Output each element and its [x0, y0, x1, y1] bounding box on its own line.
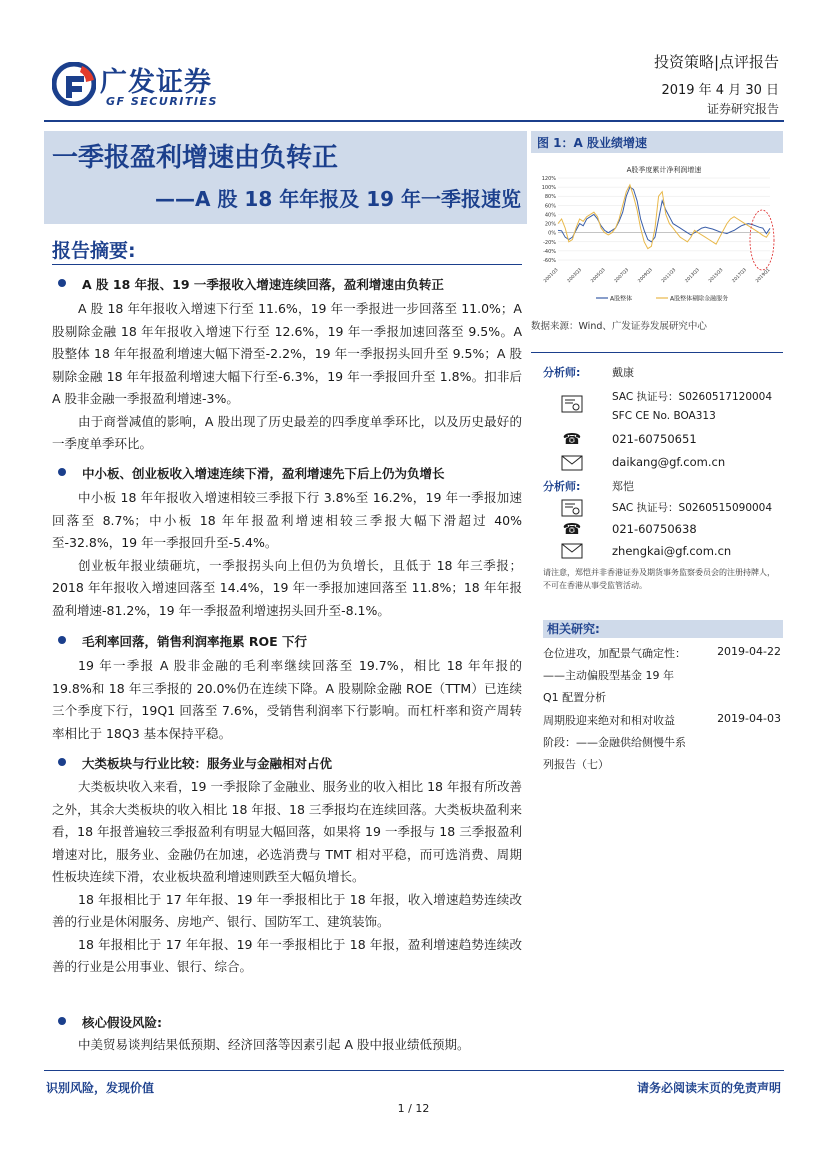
- paragraph: 18 年报相比于 17 年年报、19 年一季报相比于 18 年报，收入增速趋势连续改善的行业是休闲服务、房地产、银行、国防军工、建筑装饰。: [52, 891, 522, 929]
- summary-heading: 报告摘要:: [52, 240, 136, 262]
- legend-label-b: A股整体剔除金融服务: [670, 295, 729, 303]
- chart-title: A股季度累计净利润增速: [626, 166, 702, 174]
- analyst-phone: 021-60750638: [612, 522, 697, 536]
- y-tick-label: 40%: [544, 212, 556, 219]
- section-body: [52, 298, 522, 456]
- section-body: [52, 776, 522, 979]
- analyst-phone: 021-60750651: [612, 432, 697, 446]
- figure-source: 数据来源：Wind、广发证券发展研究中心: [531, 321, 707, 332]
- section-heading: 大类板块与行业比较：服务业与金融相对占优: [82, 756, 333, 771]
- y-tick-label: 0%: [548, 230, 556, 237]
- analyst-sac: SAC 执证号：S0260517120004: [612, 391, 773, 403]
- footer-slogan: 识别风险，发现价值: [46, 1081, 155, 1095]
- phone-icon: ☎: [562, 430, 582, 448]
- logo-cn-text: 广发证券: [100, 67, 212, 98]
- section-body: [52, 655, 522, 745]
- y-tick-label: -60%: [543, 258, 556, 264]
- report-kind: 证券研究报告: [706, 102, 779, 116]
- x-tick-label: 2005Q3: [590, 267, 607, 285]
- y-tick-label: 80%: [544, 194, 556, 201]
- analyst-name: 郑恺: [612, 480, 634, 493]
- page-number: 1 / 12: [397, 1102, 430, 1115]
- section-heading: A 股 18 年报、19 一季报收入增速连续回落，盈利增速由负转正: [82, 277, 444, 292]
- x-tick-label: 2017Q3: [731, 267, 748, 285]
- paragraph: 大类板块收入来看，19 一季报除了金融业、服务业的收入相比 18 年报有所改善之外，其余大类板块的收入相比 18 年报、18 三季报均在连续回落。大类板块盈利来看，18 年报普遍较三季报盈利有明显大幅回落，如果将 19 一季报与 18 三季报盈利增速对比，服务业、金融仍在加速，必选消费与 TMT 相对平稳，而可选消费、周期性板块连续下滑，农业板块盈利增速则跌至大幅负增长。: [52, 779, 522, 884]
- bullet-icon: [58, 1014, 68, 1024]
- x-tick-label: 2003Q3: [566, 267, 583, 285]
- y-tick-label: 20%: [544, 221, 556, 228]
- paragraph: 19 年一季报 A 股非金融的毛利率继续回落至 19.7%，相比 18 年年报的 19.8%和 18 年三季报的 20.0%仍在连续下降。A 股剔除金融 ROE（TTM）已连续三个季度下行，19Q1 回落至 7.6%，受销售利润率下行影响。而杠杆率和资产周转率相比于 18Q3 基本保持平稳。: [52, 658, 522, 741]
- related-item-title[interactable]: 仓位进攻，加配景气确定性：: [543, 647, 686, 660]
- y-tick-label: -40%: [543, 248, 556, 255]
- y-tick-label: 60%: [544, 203, 556, 210]
- bullet-icon: [58, 465, 68, 475]
- paragraph: 由于商誉减值的影响，A 股出现了历史最差的四季度单季环比，以及历史最好的一季度单季环比。: [52, 413, 522, 451]
- related-item-title[interactable]: 阶段：——金融供给侧慢牛系: [543, 736, 686, 749]
- highlight-circle: [750, 210, 774, 270]
- section-heading: 核心假设风险:: [82, 1015, 162, 1030]
- analyst-label: 分析师:: [543, 480, 581, 493]
- bullet-icon: [58, 276, 68, 286]
- x-tick-label: 2015Q3: [708, 267, 725, 285]
- analyst-name: 戴康: [612, 366, 634, 379]
- related-item-date: 2019-04-22: [717, 645, 781, 658]
- certificate-icon: [561, 499, 583, 517]
- figure-title: 图 1：A 股业绩增速: [537, 136, 647, 150]
- analyst-divider: [531, 352, 783, 353]
- section-heading: 中小板、创业板收入增速连续下滑，盈利增速先下后上仍为负增长: [82, 466, 445, 481]
- paragraph: 创业板年报业绩砸坑，一季报拐头向上但仍为负增长，且低于 18 年三季报；2018 年年报收入增速回落至 14.4%，19 年一季报加速回落至 11.8%；18 年年报盈利增速-81.2%，19 年一季报盈利增速拐头回升至-8.1%。: [52, 557, 522, 618]
- x-tick-label: 2019Q1: [755, 267, 772, 285]
- certificate-icon: [561, 395, 583, 413]
- report-date: 2019 年 4 月 30 日: [661, 83, 779, 98]
- paragraph: 中美贸易谈判结果低预期、经济回落等因素引起 A 股中报业绩低预期。: [78, 1037, 470, 1052]
- analyst-sac: SAC 执证号：S0260515090004: [612, 502, 773, 514]
- bullet-icon: [58, 755, 68, 765]
- related-heading: 相关研究:: [547, 622, 600, 636]
- mail-icon: [561, 542, 583, 560]
- bullet-icon: [58, 633, 68, 643]
- gf-logo-icon: [52, 62, 96, 106]
- footer-divider: [44, 1070, 784, 1071]
- x-tick-label: 2013Q3: [684, 267, 701, 285]
- paragraph: 中小板 18 年年报收入增速相较三季报下行 3.8%至 16.2%，19 年一季报加速回落至 8.7%；中小板 18 年年报盈利增速相较三季报大幅下滑超过 40%至-32.8%，19 年一季报回升至-5.4%。: [52, 490, 522, 550]
- page-subtitle: ——A 股 18 年年报及 19 年一季报速览: [155, 187, 521, 211]
- x-tick-label: 2001Q3: [543, 267, 560, 285]
- analyst-email[interactable]: zhengkai@gf.com.cn: [612, 544, 732, 558]
- analyst-sfc: SFC CE No. BOA313: [612, 410, 716, 422]
- footer-disclaimer-link[interactable]: 请务必阅读末页的免责声明: [636, 1081, 781, 1095]
- y-tick-label: 120%: [541, 176, 556, 182]
- related-item-title[interactable]: Q1 配置分析: [543, 691, 607, 704]
- legend-label-a: A股整体: [610, 295, 633, 303]
- section-body: [52, 1034, 522, 1057]
- report-type: 投资策略|点评报告: [653, 53, 779, 71]
- related-item-title[interactable]: 周期股迎来绝对和相对收益: [543, 714, 675, 727]
- related-item-date: 2019-04-03: [717, 712, 781, 725]
- page-title: 一季报盈利增速由负转正: [52, 143, 339, 173]
- x-tick-label: 2007Q3: [613, 267, 631, 285]
- analyst-label: 分析师:: [543, 366, 581, 379]
- related-item-title[interactable]: 列报告（七）: [543, 758, 609, 771]
- mail-icon: [561, 454, 583, 472]
- x-tick-label: 2011Q3: [661, 267, 678, 285]
- paragraph: 18 年报相比于 17 年年报、19 年一季报相比于 18 年报，盈利增速趋势连续改善的行业是公用事业、银行、综合。: [52, 936, 522, 974]
- y-tick-label: -20%: [543, 239, 556, 246]
- paragraph: A 股 18 年年报收入增速下行至 11.6%，19 年一季报进一步回落至 11.0%；A 股剔除金融 18 年年报收入增速下行至 12.6%，19 年一季报加速回落至 9.5%。A 股整体 18 年年报盈利增速大幅下滑至-2.2%，19 年一季报拐头回升至 9.5%；A 股剔除金融 18 年年报盈利增速大幅下行至-6.3%，19 年一季报回升至 1.8%。扣非后 A 股非金融一季报盈利增速-3%。: [52, 301, 522, 406]
- x-tick-label: 2009Q3: [637, 267, 654, 285]
- summary-divider: [52, 264, 522, 265]
- y-tick-label: 100%: [541, 185, 556, 192]
- disclaimer-note: 请注意，郑恺并非香港证券及期货事务监察委员会的注册持牌人，不可在香港从事受监管活动。: [543, 568, 775, 590]
- related-item-title[interactable]: ——主动偏股型基金 19 年: [543, 669, 674, 682]
- logo-en-text: GF SECURITIES: [106, 95, 218, 108]
- earnings-growth-chart: [534, 158, 782, 308]
- section-body: [52, 487, 522, 622]
- section-heading: 毛利率回落，销售利润率拖累 ROE 下行: [82, 634, 307, 649]
- analyst-email[interactable]: daikang@gf.com.cn: [612, 455, 726, 469]
- header-divider: [44, 120, 784, 122]
- phone-icon: ☎: [562, 520, 582, 538]
